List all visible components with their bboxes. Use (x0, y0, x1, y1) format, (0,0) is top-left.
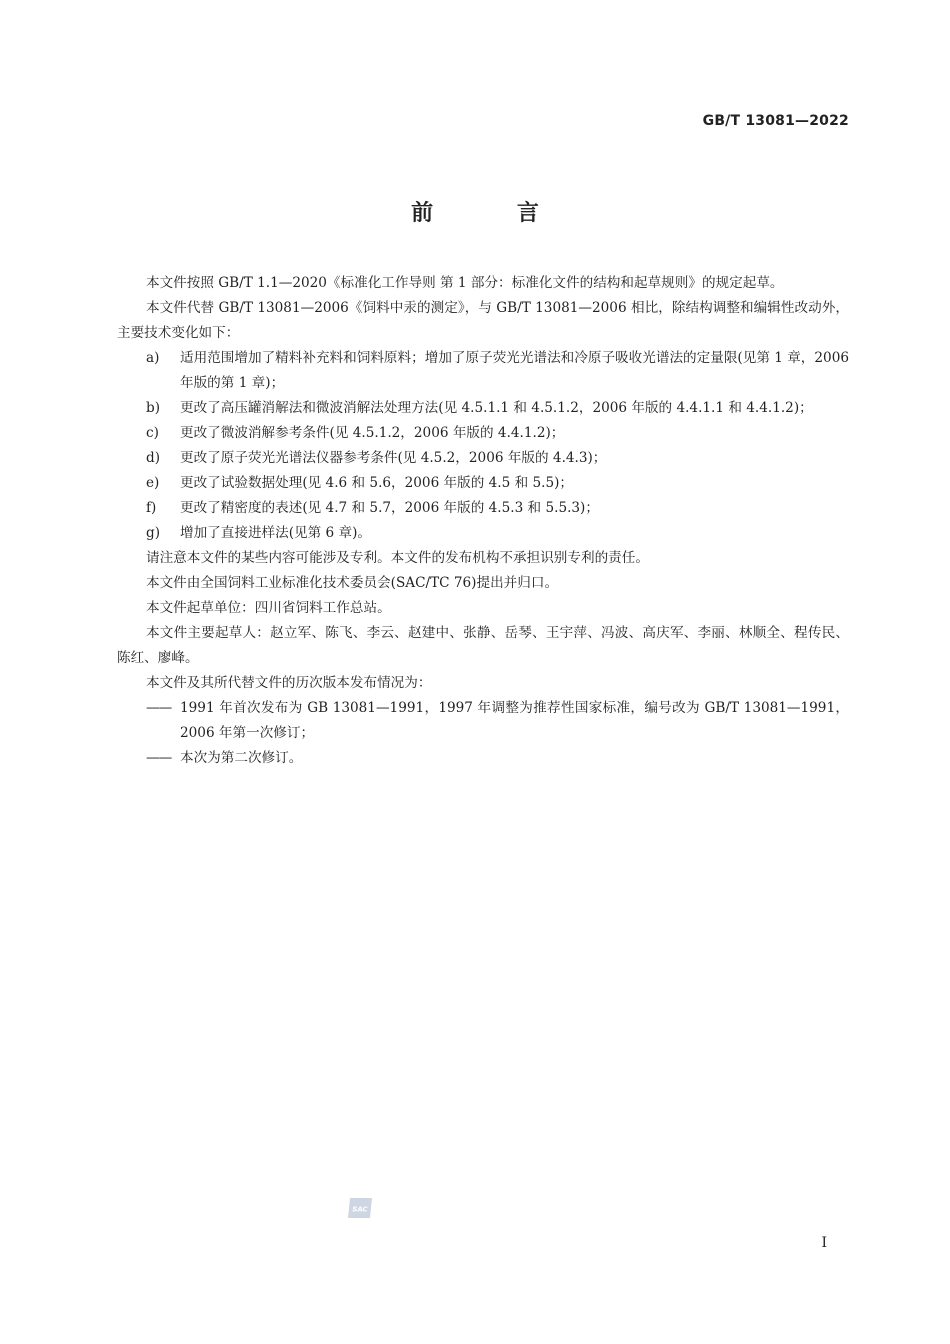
standard-code: GB/T 13081—2022 (702, 113, 849, 129)
paragraph: 请注意本文件的某些内容可能涉及专利。本文件的发布机构不承担识别专利的责任。 (146, 550, 649, 566)
list-item-text: 增加了直接进样法(见第 6 章)。 (180, 525, 372, 541)
list-item-label: b) (146, 400, 161, 416)
history-text: 本次为第二次修订。 (180, 750, 303, 766)
paragraph: 本文件起草单位：四川省饲料工作总站。 (146, 600, 391, 616)
list-item-label: c) (146, 425, 159, 441)
list-item-text: 更改了原子荧光光谱法仪器参考条件(见 4.5.2，2006 年版的 4.4.3)； (180, 450, 607, 466)
list-item (117, 346, 849, 396)
list-item (117, 496, 849, 521)
list-item-label: g) (146, 525, 161, 541)
history-text: 1991 年首次发布为 GB 13081—1991，1997 年调整为推荐性国家标准，编号改为 GB/T 13081—1991，2006 年第一次修订； (180, 700, 849, 741)
paragraph: 本文件及其所代替文件的历次版本发布情况为： (146, 675, 432, 691)
list-item-text: 更改了高压罐消解法和微波消解法处理方法(见 4.5.1.1 和 4.5.1.2，2006 年版的 4.4.1.1 和 4.4.1.2)； (180, 400, 813, 416)
paragraph: 本文件主要起草人：赵立军、陈飞、李云、赵建中、张静、岳琴、王宇萍、冯波、高庆军、李丽、林顺全、程传民、陈红、廖峰。 (117, 625, 849, 666)
paragraph: 本文件代替 GB/T 13081—2006《饲料中汞的测定》，与 GB/T 13081—2006 相比，除结构调整和编辑性改动外，主要技术变化如下： (117, 300, 849, 341)
list-item-text: 更改了试验数据处理(见 4.6 和 5.6，2006 年版的 4.5 和 5.5)； (180, 475, 574, 491)
page-number: I (821, 1235, 827, 1251)
history-dash: —— (146, 750, 172, 766)
paragraph: 本文件按照 GB/T 1.1—2020《标准化工作导则 第 1 部分：标准化文件的结构和起草规则》的规定起草。 (146, 275, 784, 291)
history-item (117, 696, 849, 746)
list-item (117, 471, 849, 496)
history-item (117, 746, 849, 771)
list-item (117, 421, 849, 446)
list-item-label: d) (146, 450, 161, 466)
paragraph: 本文件由全国饲料工业标准化技术委员会(SAC/TC 76)提出并归口。 (146, 575, 559, 591)
sac-logo-icon (346, 1196, 374, 1220)
list-item-label: f) (146, 500, 157, 516)
list-item (117, 446, 849, 471)
list-item (117, 521, 849, 546)
list-item (117, 396, 849, 421)
list-item-text: 适用范围增加了精料补充料和饲料原料；增加了原子荧光光谱法和冷原子吸收光谱法的定量限(见第 1 章，2006 年版的第 1 章)； (180, 350, 849, 391)
page-title: 前 言 (411, 201, 577, 226)
list-item-label: a) (146, 350, 160, 366)
foreword-body (117, 271, 849, 771)
history-dash: —— (146, 700, 172, 716)
logo-text: SAC (352, 1205, 368, 1214)
list-item-text: 更改了微波消解参考条件(见 4.5.1.2，2006 年版的 4.4.1.2)； (180, 425, 565, 441)
list-item-text: 更改了精密度的表述(见 4.7 和 5.7，2006 年版的 4.5.3 和 5.5.3)； (180, 500, 599, 516)
list-item-label: e) (146, 475, 160, 491)
